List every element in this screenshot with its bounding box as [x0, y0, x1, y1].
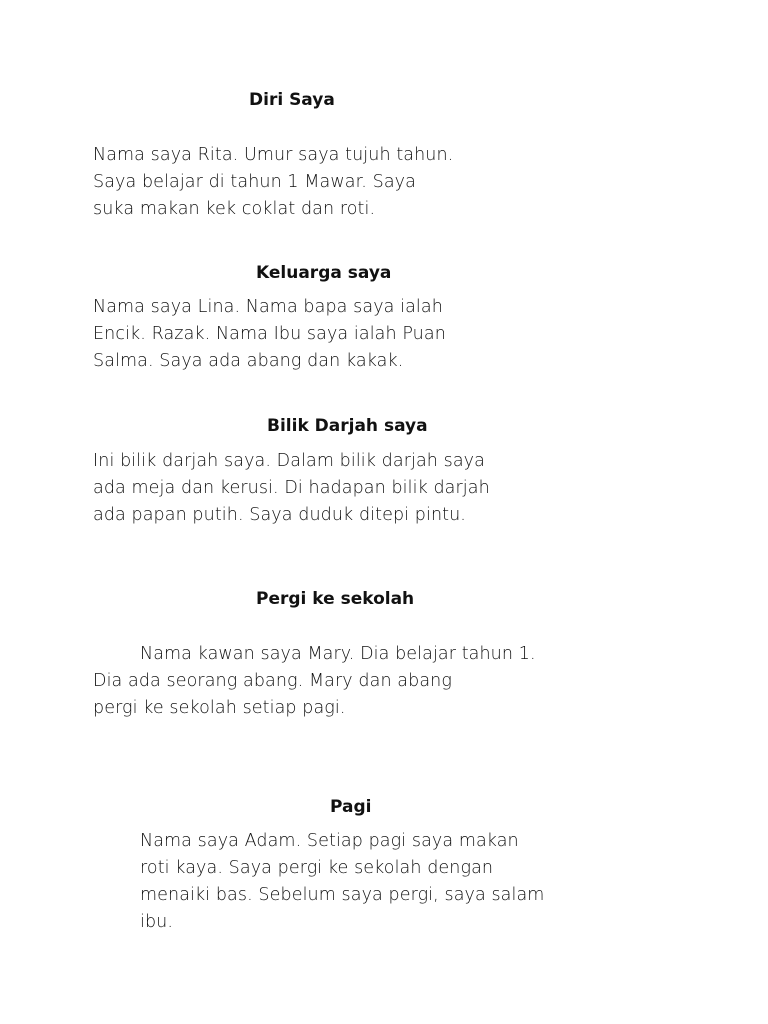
heading-bilik-darjah-saya: Bilik Darjah saya: [267, 416, 428, 436]
paragraph-line: ibu.: [140, 912, 174, 932]
paragraph-line: Saya belajar di tahun 1 Mawar. Saya: [93, 172, 416, 192]
paragraph-line: ada papan putih. Saya duduk ditepi pintu.: [93, 505, 466, 525]
heading-pergi-ke-sekolah: Pergi ke sekolah: [256, 589, 415, 609]
heading-diri-saya: Diri Saya: [249, 90, 335, 110]
paragraph-diri-saya: [93, 142, 453, 223]
paragraph-line: Salma. Saya ada abang dan kakak.: [93, 351, 404, 371]
paragraph-line: Nama kawan saya Mary. Dia belajar tahun 1.: [140, 644, 536, 664]
paragraph-pergi-ke-sekolah: [93, 641, 536, 722]
paragraph-line: Dia ada seorang abang. Mary dan abang: [93, 671, 452, 691]
paragraph-line: Encik. Razak. Nama Ibu saya ialah Puan: [93, 324, 446, 344]
paragraph-line: suka makan kek coklat dan roti.: [93, 199, 376, 219]
paragraph-line: ada meja dan kerusi. Di hadapan bilik darjah: [93, 478, 490, 498]
heading-pagi: Pagi: [330, 797, 372, 817]
paragraph-line: Ini bilik darjah saya. Dalam bilik darjah saya: [93, 451, 485, 471]
paragraph-line: Nama saya Lina. Nama bapa saya ialah: [93, 297, 443, 317]
paragraph-line: Nama saya Adam. Setiap pagi saya makan: [140, 831, 519, 851]
paragraph-bilik-darjah-saya: [93, 448, 490, 529]
paragraph-pagi: [140, 828, 544, 936]
heading-keluarga-saya: Keluarga saya: [256, 263, 392, 283]
paragraph-line: pergi ke sekolah setiap pagi.: [93, 698, 346, 718]
paragraph-line: menaiki bas. Sebelum saya pergi, saya salam: [140, 885, 545, 905]
paragraph-keluarga-saya: [93, 294, 446, 375]
paragraph-line: roti kaya. Saya pergi ke sekolah dengan: [140, 858, 494, 878]
paragraph-line: Nama saya Rita. Umur saya tujuh tahun.: [93, 145, 454, 165]
